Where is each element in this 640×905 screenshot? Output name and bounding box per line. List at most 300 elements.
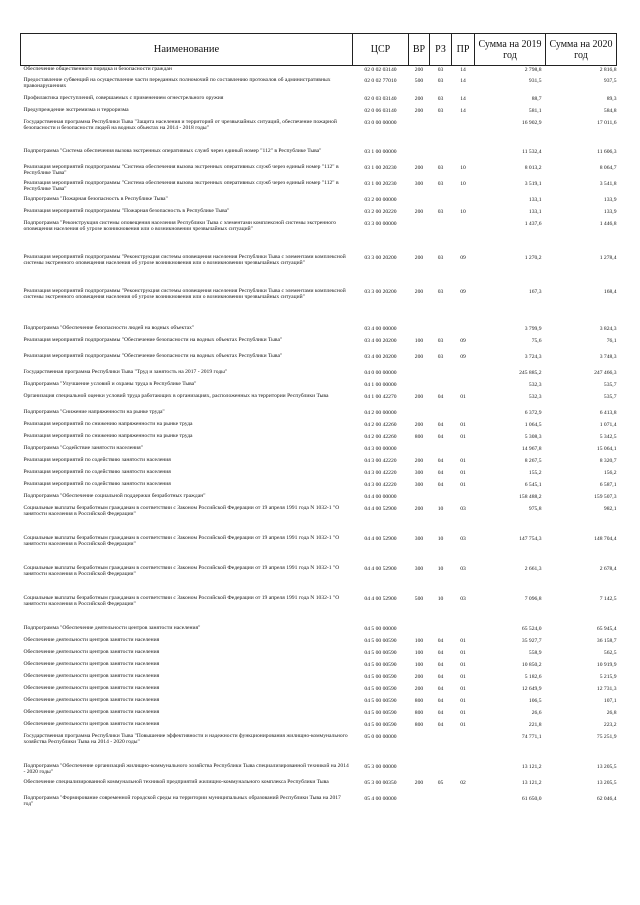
row-sum-2019: 3 799,9 bbox=[524, 325, 542, 332]
row-csr: 03 1 00 20230 bbox=[364, 164, 397, 171]
row-pr bbox=[452, 381, 475, 393]
row-sum-2019: 581,1 bbox=[528, 107, 542, 114]
row-csr: 05 4 00 00000 bbox=[364, 795, 397, 802]
row-csr: 03 4 00 20200 bbox=[364, 337, 397, 344]
row-vr: 200 bbox=[414, 95, 424, 102]
row-sum-2019: 133,1 bbox=[528, 208, 542, 215]
table-row bbox=[21, 66, 617, 77]
table-row bbox=[21, 481, 617, 493]
row-rz: 04 bbox=[437, 469, 444, 476]
table-row bbox=[21, 77, 617, 95]
table-row bbox=[21, 565, 617, 595]
row-csr: 04 5 00 00590 bbox=[364, 685, 397, 692]
table-row bbox=[21, 733, 617, 763]
row-sum-2019: 14 967,8 bbox=[521, 445, 542, 452]
table-row bbox=[21, 393, 617, 409]
row-rz bbox=[430, 733, 452, 763]
row-sum-2020: 133,9 bbox=[603, 196, 617, 203]
row-sum-2019: 167,3 bbox=[528, 288, 542, 295]
row-pr: 10 bbox=[460, 164, 466, 171]
table-row bbox=[21, 288, 617, 325]
row-name: Обеспечение деятельности центров занятости населения bbox=[23, 708, 160, 715]
row-sum-2019: 158 488,2 bbox=[519, 493, 542, 500]
row-vr bbox=[409, 625, 430, 637]
row-csr: 02 0 03 03140 bbox=[364, 95, 397, 102]
row-pr: 01 bbox=[460, 661, 466, 668]
row-rz: 04 bbox=[437, 421, 444, 428]
row-name: Предупреждение экстремизма и терроризма bbox=[23, 106, 129, 113]
row-csr: 03 3 00 00000 bbox=[364, 220, 397, 227]
row-rz bbox=[430, 119, 452, 148]
row-sum-2019: 221,8 bbox=[528, 721, 542, 728]
row-sum-2020: 148 704,4 bbox=[594, 535, 617, 542]
row-sum-2019: 10 850,2 bbox=[521, 661, 542, 668]
row-sum-2019: 975,8 bbox=[528, 505, 542, 512]
row-sum-2019: 532,3 bbox=[528, 393, 542, 400]
row-sum-2020: 75 251,9 bbox=[596, 733, 617, 740]
row-sum-2020: 26,8 bbox=[606, 709, 617, 716]
row-name: Обеспечение деятельности центров занятости населения bbox=[23, 720, 160, 727]
row-pr bbox=[452, 445, 475, 457]
row-pr: 01 bbox=[460, 649, 466, 656]
row-pr: 01 bbox=[460, 433, 466, 440]
row-rz: 04 bbox=[437, 685, 444, 692]
row-vr: 200 bbox=[414, 685, 424, 692]
row-csr: 04 5 00 00590 bbox=[364, 697, 397, 704]
row-pr: 03 bbox=[460, 565, 466, 572]
row-rz: 04 bbox=[437, 481, 444, 488]
table-row bbox=[21, 709, 617, 721]
row-name: Подпрограмма "Система обеспечения вызова экстренных оперативных служб через единый номер "112" в Республике Тыва" bbox=[23, 147, 322, 154]
row-csr: 02 0 02 03140 bbox=[364, 67, 397, 73]
row-sum-2020: 62 046,4 bbox=[596, 795, 617, 802]
row-vr: 200 bbox=[414, 779, 424, 786]
row-sum-2020: 5 215,9 bbox=[599, 673, 617, 680]
row-sum-2020: 7 142,5 bbox=[599, 595, 617, 602]
row-sum-2020: 1 071,4 bbox=[599, 421, 617, 428]
row-vr: 200 bbox=[414, 673, 424, 680]
row-vr: 800 bbox=[414, 709, 424, 716]
row-name: Профилактика преступлений, совершаемых с применением огнестрельного оружия bbox=[23, 94, 224, 101]
row-csr: 04 5 00 00590 bbox=[364, 637, 397, 644]
row-pr: 01 bbox=[460, 393, 466, 400]
row-sum-2020: 107,1 bbox=[603, 697, 617, 704]
row-vr bbox=[409, 493, 430, 505]
row-sum-2019: 74 771,1 bbox=[521, 733, 542, 740]
table-row bbox=[21, 208, 617, 220]
table-row bbox=[21, 325, 617, 337]
row-sum-2019: 3 724,3 bbox=[524, 353, 542, 360]
row-rz: 03 bbox=[437, 254, 444, 261]
row-sum-2020: 15 064,1 bbox=[596, 445, 617, 452]
row-name: Подпрограмма "Обеспечение безопасности людей на водных объектах" bbox=[23, 324, 195, 331]
row-pr: 14 bbox=[460, 95, 466, 102]
table-row bbox=[21, 637, 617, 649]
table-row bbox=[21, 649, 617, 661]
row-sum-2020: 6 413,8 bbox=[599, 409, 617, 416]
row-rz bbox=[430, 795, 452, 813]
table-row bbox=[21, 119, 617, 148]
row-csr: 04 5 00 00590 bbox=[364, 721, 397, 728]
row-pr bbox=[452, 220, 475, 254]
row-sum-2020: 8 064,7 bbox=[599, 164, 617, 171]
row-sum-2019: 3 519,1 bbox=[524, 180, 542, 187]
header-rz: РЗ bbox=[430, 34, 452, 66]
row-sum-2019: 6 545,1 bbox=[524, 481, 542, 488]
row-rz bbox=[430, 196, 452, 208]
row-name: Обеспечение деятельности центров занятости населения bbox=[23, 636, 160, 643]
row-pr: 02 bbox=[460, 779, 466, 786]
row-csr: 03 3 00 20200 bbox=[364, 254, 397, 261]
row-rz: 10 bbox=[437, 595, 444, 602]
row-name: Социальные выплаты безработным гражданам в соответствии с Законом Российской Федерации от 19 апреля 1991 года N 1032-1 "О занятости населения в Российской Федерации" bbox=[23, 534, 340, 547]
row-pr: 03 bbox=[460, 535, 466, 542]
row-rz: 04 bbox=[437, 637, 444, 644]
table-row bbox=[21, 421, 617, 433]
row-sum-2019: 1 064,5 bbox=[524, 421, 542, 428]
row-rz: 03 bbox=[437, 77, 444, 84]
row-csr: 04 3 00 42220 bbox=[364, 481, 397, 488]
row-sum-2019: 2 661,3 bbox=[524, 565, 542, 572]
row-vr bbox=[409, 325, 430, 337]
row-vr bbox=[409, 220, 430, 254]
row-sum-2020: 10 919,9 bbox=[596, 661, 617, 668]
row-name: Подпрограмма "Реконструкция системы оповещения населения Республики Тыва с элементами комплексной системы экстренного оповещения населения об угрозе возникновения или о возникновении чрезвычайных ситуаций" bbox=[23, 219, 337, 232]
row-rz: 04 bbox=[437, 709, 444, 716]
row-sum-2020: 3 541,8 bbox=[599, 180, 617, 187]
table-row bbox=[21, 148, 617, 164]
header-vr: ВР bbox=[409, 34, 430, 66]
row-csr: 04 4 00 00000 bbox=[364, 493, 397, 500]
header-name: Наименование bbox=[21, 34, 353, 66]
row-pr: 01 bbox=[460, 637, 466, 644]
row-pr: 14 bbox=[460, 77, 466, 84]
table-row bbox=[21, 381, 617, 393]
row-name: Социальные выплаты безработным гражданам в соответствии с Законом Российской Федерации от 19 апреля 1991 года N 1032-1 "О занятости населения в Российской Федерации" bbox=[23, 504, 340, 517]
row-sum-2019: 7 096,8 bbox=[524, 595, 542, 602]
row-name: Реализация мероприятий по снижению напряженности на рынке труда bbox=[23, 432, 193, 439]
row-rz bbox=[430, 763, 452, 779]
row-vr: 300 bbox=[414, 565, 424, 572]
table-row bbox=[21, 220, 617, 254]
row-pr: 01 bbox=[460, 673, 466, 680]
row-csr: 05 3 00 00350 bbox=[364, 779, 397, 786]
row-rz: 04 bbox=[437, 457, 444, 464]
row-sum-2020: 11 606,3 bbox=[597, 148, 617, 155]
row-pr: 01 bbox=[460, 481, 466, 488]
row-pr bbox=[452, 148, 475, 164]
row-sum-2020: 937,5 bbox=[603, 77, 617, 84]
row-sum-2020: 223,2 bbox=[603, 721, 617, 728]
table-row bbox=[21, 164, 617, 180]
table-row bbox=[21, 673, 617, 685]
row-rz bbox=[430, 148, 452, 164]
row-name: Подпрограмма "Обеспечение деятельности центров занятости населения" bbox=[23, 624, 201, 631]
table-row bbox=[21, 505, 617, 535]
row-rz: 03 bbox=[437, 67, 444, 73]
row-csr: 04 5 00 00590 bbox=[364, 649, 397, 656]
row-sum-2019: 106,5 bbox=[528, 697, 542, 704]
row-sum-2019: 35 927,7 bbox=[521, 637, 542, 644]
row-vr: 200 bbox=[414, 353, 424, 360]
row-vr: 800 bbox=[414, 433, 424, 440]
row-rz: 10 bbox=[437, 535, 444, 542]
row-vr: 200 bbox=[414, 208, 424, 215]
row-pr: 14 bbox=[460, 107, 466, 114]
row-pr bbox=[452, 196, 475, 208]
row-name: Государственная программа Республики Тыва "Труд и занятость на 2017 - 2019 годы" bbox=[23, 368, 228, 375]
row-name: Организация специальной оценки условий труда работающих в организациях, расположенных на территории Республики Тыва bbox=[23, 392, 329, 399]
row-vr: 200 bbox=[414, 67, 424, 73]
row-vr: 300 bbox=[414, 180, 424, 187]
row-rz bbox=[430, 381, 452, 393]
row-rz: 03 bbox=[437, 208, 444, 215]
row-vr bbox=[409, 733, 430, 763]
row-vr bbox=[409, 148, 430, 164]
row-sum-2019: 13 121,2 bbox=[521, 779, 542, 786]
table-row bbox=[21, 409, 617, 421]
row-rz: 04 bbox=[437, 393, 444, 400]
row-csr: 03 2 00 20220 bbox=[364, 208, 397, 215]
row-name: Реализация мероприятий по содействию занятости населения bbox=[23, 456, 171, 463]
row-pr: 14 bbox=[460, 67, 466, 73]
row-pr: 03 bbox=[460, 595, 466, 602]
row-vr bbox=[409, 369, 430, 381]
row-name: Реализация мероприятий подпрограммы "Реконструкция системы оповещения населения Республики Тыва с элементами комплексной системы экстренного оповещения населения об угрозе возникновения или о возникновении чрезвычайных ситуаций" bbox=[23, 287, 346, 300]
row-sum-2020: 3 748,3 bbox=[599, 353, 617, 360]
row-vr: 500 bbox=[414, 77, 424, 84]
row-vr: 100 bbox=[414, 637, 424, 644]
row-vr bbox=[409, 445, 430, 457]
row-pr bbox=[452, 493, 475, 505]
row-vr: 500 bbox=[414, 595, 424, 602]
header-csr: ЦСР bbox=[353, 34, 409, 66]
row-sum-2019: 2 798,8 bbox=[524, 67, 542, 73]
table-row bbox=[21, 493, 617, 505]
row-rz bbox=[430, 493, 452, 505]
row-name: Обеспечение деятельности центров занятости населения bbox=[23, 648, 160, 655]
row-sum-2020: 5 342,5 bbox=[599, 433, 617, 440]
budget-table bbox=[20, 33, 617, 813]
row-name: Реализация мероприятий по содействию занятости населения bbox=[23, 468, 171, 475]
row-csr: 04 5 00 00000 bbox=[364, 625, 397, 632]
row-rz: 03 bbox=[437, 337, 444, 344]
row-pr: 01 bbox=[460, 709, 466, 716]
row-rz: 10 bbox=[437, 505, 444, 512]
row-name: Реализация мероприятий подпрограммы "Система обеспечения вызова экстренных оперативных служб через единый номер "112" в Республике Тыва" bbox=[23, 179, 339, 192]
row-pr bbox=[452, 369, 475, 381]
row-csr: 04 5 00 00590 bbox=[364, 673, 397, 680]
row-name: Обеспечение деятельности центров занятости населения bbox=[23, 684, 160, 691]
row-pr: 09 bbox=[460, 288, 466, 295]
table-row bbox=[21, 445, 617, 457]
row-name: Подпрограмма "Обеспечение социальной поддержки безработных граждан" bbox=[23, 492, 206, 499]
row-name: Реализация мероприятий подпрограммы "Пожарная безопасность в Республике Тыва" bbox=[23, 207, 230, 214]
row-sum-2020: 89,3 bbox=[606, 95, 617, 102]
row-vr: 200 bbox=[414, 393, 424, 400]
row-name: Обеспечение общественного порядка и безопасности граждан bbox=[23, 66, 172, 72]
row-pr: 01 bbox=[460, 685, 466, 692]
row-rz bbox=[430, 625, 452, 637]
row-name: Государственная программа Республики Тыва "Защита населения и территорий от чрезвычайных ситуаций, обеспечение пожарной безопасности и безопасности людей на водных объектах на 2014 - 2018 годы" bbox=[23, 118, 337, 131]
row-sum-2019: 16 902,9 bbox=[521, 119, 542, 126]
row-name: Подпрограмма "Обеспечение организаций жилищно-коммунального хозяйства Республики Тыва специализированной техникой на 2014 - 2020 годы" bbox=[23, 762, 349, 775]
row-rz: 04 bbox=[437, 721, 444, 728]
row-sum-2020: 65 945,4 bbox=[596, 625, 617, 632]
table-row bbox=[21, 721, 617, 733]
table-row bbox=[21, 795, 617, 813]
row-sum-2020: 76,1 bbox=[606, 337, 617, 344]
row-name: Социальные выплаты безработным гражданам в соответствии с Законом Российской Федерации от 19 апреля 1991 года N 1032-1 "О занятости населения в Российской Федерации" bbox=[23, 594, 340, 607]
row-rz: 04 bbox=[437, 673, 444, 680]
row-sum-2019: 88,7 bbox=[531, 95, 542, 102]
table-row bbox=[21, 107, 617, 119]
row-csr: 03 0 00 00000 bbox=[364, 119, 397, 126]
row-rz: 04 bbox=[437, 661, 444, 668]
row-csr: 03 1 00 00000 bbox=[364, 148, 397, 155]
row-vr bbox=[409, 381, 430, 393]
row-name: Обеспечение специализированной коммунальной техникой предприятий жилищно-коммунального комплекса Республики Тыва bbox=[23, 778, 329, 785]
header-sum-2020: Сумма на 2020 год bbox=[546, 34, 617, 66]
row-name: Реализация мероприятий по содействию занятости населения bbox=[23, 480, 171, 487]
row-sum-2020: 584,8 bbox=[603, 107, 617, 114]
row-name: Государственная программа Республики Тыва "Повышение эффективности и надежности функционирования жилищно-коммунального хозяйства Республики Тыва на 2014 - 2020 годы" bbox=[23, 732, 348, 745]
row-sum-2019: 8 267,5 bbox=[524, 457, 542, 464]
row-rz bbox=[430, 325, 452, 337]
row-sum-2019: 6 372,9 bbox=[524, 409, 542, 416]
row-sum-2019: 65 524,0 bbox=[521, 625, 542, 632]
row-sum-2020: 535,7 bbox=[603, 393, 617, 400]
row-rz bbox=[430, 220, 452, 254]
row-sum-2020: 8 320,7 bbox=[599, 457, 617, 464]
row-vr: 300 bbox=[414, 481, 424, 488]
row-vr: 200 bbox=[414, 107, 424, 114]
row-sum-2019: 26,6 bbox=[531, 709, 542, 716]
row-vr: 100 bbox=[414, 649, 424, 656]
row-pr bbox=[452, 409, 475, 421]
table-row bbox=[21, 95, 617, 107]
row-csr: 04 2 00 00000 bbox=[364, 409, 397, 416]
row-csr: 04 1 00 00000 bbox=[364, 381, 397, 388]
table-row bbox=[21, 369, 617, 381]
row-name: Подпрограмма "Формирование современной городской среды на территории муниципальных образований Республики Тыва на 2017 год" bbox=[23, 794, 341, 807]
row-sum-2020: 2 678,4 bbox=[599, 565, 617, 572]
row-csr: 03 4 00 20200 bbox=[364, 353, 397, 360]
row-pr: 03 bbox=[460, 505, 466, 512]
row-vr: 200 bbox=[414, 505, 424, 512]
row-name: Реализация мероприятий подпрограммы "Реконструкция системы оповещения населения Республики Тыва с элементами комплексной системы экстренного оповещения населения об угрозе возникновения или о возникновении чрезвычайных ситуаций" bbox=[23, 253, 346, 266]
row-vr bbox=[409, 409, 430, 421]
row-csr: 03 4 00 00000 bbox=[364, 325, 397, 332]
table-row bbox=[21, 469, 617, 481]
row-rz: 03 bbox=[437, 95, 444, 102]
row-pr bbox=[452, 763, 475, 779]
row-rz: 05 bbox=[437, 779, 444, 786]
row-pr bbox=[452, 625, 475, 637]
row-sum-2020: 982,1 bbox=[603, 505, 617, 512]
row-sum-2020: 36 158,7 bbox=[596, 637, 617, 644]
row-name: Подпрограмма "Пожарная безопасность в Республике Тыва" bbox=[23, 195, 168, 202]
row-vr bbox=[409, 763, 430, 779]
row-vr: 200 bbox=[414, 457, 424, 464]
row-rz bbox=[430, 445, 452, 457]
row-rz: 03 bbox=[437, 288, 444, 295]
row-pr: 09 bbox=[460, 337, 466, 344]
row-pr: 10 bbox=[460, 180, 466, 187]
row-sum-2020: 13 205,5 bbox=[596, 779, 617, 786]
row-sum-2019: 12 649,9 bbox=[521, 685, 542, 692]
row-sum-2020: 17 011,6 bbox=[597, 119, 617, 126]
row-pr: 01 bbox=[460, 697, 466, 704]
table-row bbox=[21, 763, 617, 779]
row-pr: 01 bbox=[460, 469, 466, 476]
row-csr: 04 1 00 42270 bbox=[364, 393, 397, 400]
row-csr: 04 3 00 42220 bbox=[364, 469, 397, 476]
row-pr bbox=[452, 119, 475, 148]
row-sum-2020: 12 731,3 bbox=[596, 685, 617, 692]
row-csr: 04 3 00 42220 bbox=[364, 457, 397, 464]
table-row bbox=[21, 433, 617, 445]
row-sum-2019: 5 308,3 bbox=[524, 433, 542, 440]
row-sum-2020: 247 466,3 bbox=[594, 369, 617, 376]
row-csr: 05 3 00 00000 bbox=[364, 763, 397, 770]
row-sum-2019: 558,9 bbox=[528, 649, 542, 656]
row-sum-2019: 61 650,0 bbox=[521, 795, 542, 802]
row-sum-2020: 156,2 bbox=[603, 469, 617, 476]
row-rz: 04 bbox=[437, 649, 444, 656]
row-vr: 300 bbox=[414, 469, 424, 476]
row-pr: 01 bbox=[460, 457, 466, 464]
row-csr: 04 0 00 00000 bbox=[364, 369, 397, 376]
row-name: Реализация мероприятий подпрограммы "Обеспечение безопасности на водных объектах Республики Тыва" bbox=[23, 352, 283, 359]
row-csr: 03 1 00 20230 bbox=[364, 180, 397, 187]
row-pr: 01 bbox=[460, 721, 466, 728]
row-sum-2020: 168,4 bbox=[603, 288, 617, 295]
row-csr: 03 2 00 00000 bbox=[364, 196, 397, 203]
row-name: Подпрограмма "Снижение напряженности на рынке труда" bbox=[23, 408, 165, 415]
row-sum-2019: 1 437,6 bbox=[524, 220, 542, 227]
header-sum-2019: Сумма на 2019 год bbox=[475, 34, 546, 66]
row-csr: 05 0 00 00000 bbox=[364, 733, 397, 740]
row-vr bbox=[409, 119, 430, 148]
table-row bbox=[21, 779, 617, 795]
row-sum-2020: 562,5 bbox=[603, 649, 617, 656]
row-name: Социальные выплаты безработным гражданам в соответствии с Законом Российской Федерации от 19 апреля 1991 года N 1032-1 "О занятости населения в Российской Федерации" bbox=[23, 564, 340, 577]
row-vr: 200 bbox=[414, 288, 424, 295]
row-rz: 04 bbox=[437, 433, 444, 440]
row-csr: 04 5 00 00590 bbox=[364, 661, 397, 668]
row-pr: 01 bbox=[460, 421, 466, 428]
row-name: Обеспечение деятельности центров занятости населения bbox=[23, 660, 160, 667]
row-rz: 03 bbox=[437, 180, 444, 187]
row-rz: 10 bbox=[437, 565, 444, 572]
row-csr: 02 0 06 03140 bbox=[364, 107, 397, 114]
row-csr: 04 2 00 42260 bbox=[364, 421, 397, 428]
row-sum-2019: 5 182,6 bbox=[524, 673, 542, 680]
row-name: Реализация мероприятий подпрограммы "Обеспечение безопасности на водных объектах Республики Тыва" bbox=[23, 336, 283, 343]
row-sum-2020: 535,7 bbox=[603, 381, 617, 388]
table-row bbox=[21, 180, 617, 196]
row-vr bbox=[409, 795, 430, 813]
row-sum-2020: 159 507,3 bbox=[594, 493, 617, 500]
row-vr: 800 bbox=[414, 721, 424, 728]
row-name: Подпрограмма "Содействие занятости населения" bbox=[23, 444, 144, 451]
row-sum-2019: 1 270,2 bbox=[524, 254, 542, 261]
row-pr bbox=[452, 795, 475, 813]
table-row bbox=[21, 196, 617, 208]
row-rz bbox=[430, 409, 452, 421]
row-sum-2020: 6 587,1 bbox=[599, 481, 617, 488]
